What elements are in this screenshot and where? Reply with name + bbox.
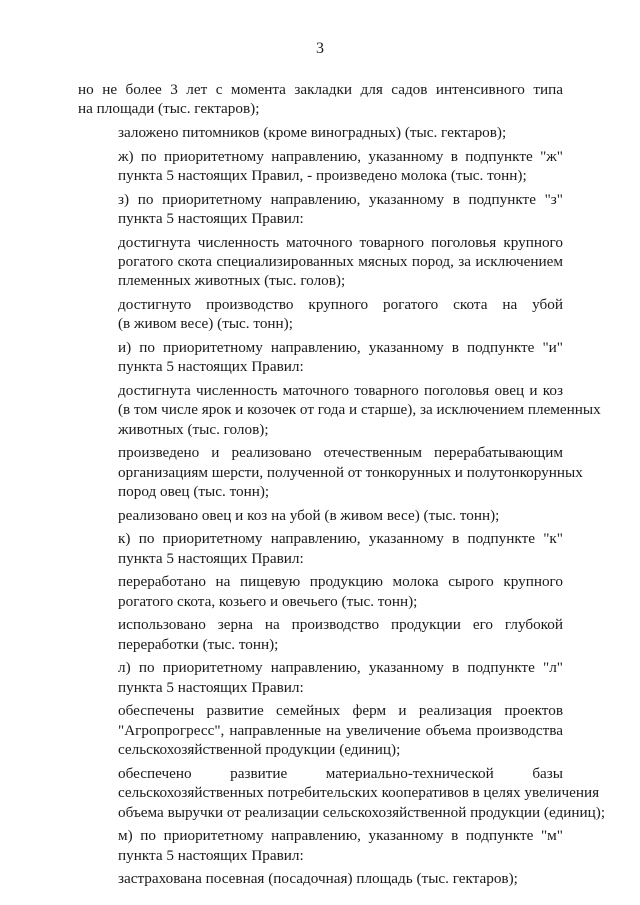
text-line: организациям шерсти, полученной от тонкорунных и полутонкорунных — [118, 463, 583, 481]
text-line: сельскохозяйственных потребительских кооперативов в целях увеличения — [118, 784, 600, 802]
paragraph — [78, 826, 563, 865]
text-line: пород овец (тыс. тонн); — [118, 483, 270, 501]
document-body — [78, 80, 606, 893]
paragraph — [78, 295, 563, 334]
text-line: племенных животных (тыс. голов); — [118, 272, 346, 290]
text-line: использовано зерна на производство продукции его глубокой — [118, 616, 563, 634]
paragraph — [78, 190, 563, 229]
text-line: пункта 5 настоящих Правил, - произведено молока (тыс. тонн); — [118, 167, 527, 184]
text-line: обеспечено развитие материально-технической базы — [118, 764, 563, 782]
text-line: застрахована посевная (посадочная) площадь (тыс. гектаров); — [118, 870, 518, 888]
paragraph — [78, 381, 601, 439]
text-line: переработано на пищевую продукцию молока сырого крупного — [118, 573, 563, 591]
paragraph — [78, 123, 563, 142]
text-line: заложено питомников (кроме виноградных) (тыс. гектаров); — [118, 124, 507, 141]
text-line: к) по приоритетному направлению, указанному в подпункте "к" — [118, 530, 563, 548]
paragraph — [78, 443, 583, 501]
text-line: реализовано овец и коз на убой (в живом весе) (тыс. тонн); — [118, 506, 500, 524]
text-line: пункта 5 настоящих Правил: — [118, 358, 304, 376]
text-line: пункта 5 настоящих Правил: — [118, 210, 304, 227]
text-line: объема выручки от реализации сельскохозяйственной продукции (единиц); — [118, 803, 606, 821]
paragraph — [78, 529, 563, 568]
paragraph — [78, 338, 563, 377]
text-line: пункта 5 настоящих Правил: — [118, 678, 304, 696]
paragraph — [78, 147, 563, 186]
paragraph — [78, 658, 563, 697]
text-line: з) по приоритетному направлению, указанному в подпункте "з" — [118, 190, 563, 208]
text-line: и) по приоритетному направлению, указанному в подпункте "и" — [118, 339, 563, 356]
paragraph — [78, 615, 563, 654]
page-number: 3 — [316, 40, 324, 57]
text-line: (в том числе ярок и козочек от года и старше), за исключением племенных — [118, 401, 601, 419]
text-line: достигнута численность маточного товарного поголовья овец и коз — [118, 382, 563, 399]
text-line: рогатого скота специализированных мясных пород, за исключением — [118, 253, 563, 270]
text-line: достигнуто производство крупного рогатого скота на убой — [118, 296, 563, 313]
text-line: ж) по приоритетному направлению, указанному в подпункте "ж" — [118, 147, 563, 165]
paragraph — [78, 572, 563, 611]
text-line: сельскохозяйственной продукции (единиц); — [118, 741, 401, 759]
text-line: достигнута численность маточного товарного поголовья крупного — [118, 233, 563, 251]
text-line: обеспечены развитие семейных ферм и реализация проектов — [118, 702, 563, 720]
text-line: м) по приоритетному направлению, указанному в подпункте "м" — [118, 827, 563, 845]
text-line: пункта 5 настоящих Правил: — [118, 549, 304, 567]
text-line: на площади (тыс. гектаров); — [78, 100, 260, 118]
text-line: переработки (тыс. тонн); — [118, 635, 279, 653]
paragraph — [78, 869, 563, 888]
paragraph — [78, 764, 606, 822]
text-line: рогатого скота, козьего и овечьего (тыс. тонн); — [118, 592, 418, 610]
paragraph — [78, 233, 563, 291]
paragraph — [78, 701, 563, 759]
text-line: "Агропрогресс", направленные на увеличение объема производства — [118, 721, 563, 739]
text-line: но не более 3 лет с момента закладки для садов интенсивного типа — [78, 81, 563, 98]
text-line: произведено и реализовано отечественным перерабатывающим — [118, 444, 563, 462]
text-line: (в живом весе) (тыс. тонн); — [118, 315, 293, 333]
text-line: л) по приоритетному направлению, указанному в подпункте "л" — [118, 659, 563, 677]
text-line: животных (тыс. голов); — [118, 420, 269, 438]
paragraph — [78, 506, 563, 525]
paragraph — [78, 80, 563, 119]
text-line: пункта 5 настоящих Правил: — [118, 846, 304, 864]
